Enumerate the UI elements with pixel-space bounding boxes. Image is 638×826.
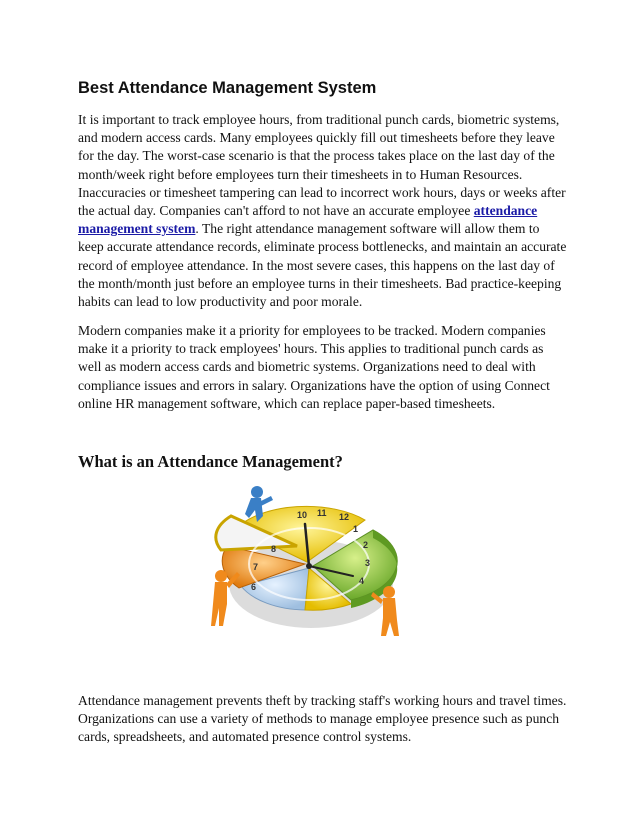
svg-text:4: 4 <box>359 576 365 586</box>
svg-text:6: 6 <box>251 582 257 592</box>
svg-text:8: 8 <box>271 544 277 554</box>
svg-text:10: 10 <box>297 510 308 520</box>
svg-text:3: 3 <box>365 558 371 568</box>
clock-pie-with-figures-icon <box>201 476 411 646</box>
svg-text:1: 1 <box>353 524 359 534</box>
intro-text-end: . The right attendance management software will allow them to keep accurate attendance records, eliminate process bottlenecks, and maintain an accurate record of employee attendance. In the most severe cases, this happens on the last day of the month/month just before an employee turns in their timesheets. Bad practice-keeping habits can lead to low productivity and poor morale. <box>78 221 567 310</box>
intro-text-start: It is important to track employee hours, from traditional punch cards, biometric systems, and modern access cards. Many employees quickly fill out timesheets before they leave for the day. The worst-case scenario is that the process takes place on the last day of the month/week right before employees turn their timesheets in to Human Resources. Inaccuracies or timesheet tampering can lead to incorrect work hours, days or weeks after the actual day. Companies can't afford to not have an accurate employee <box>78 112 566 219</box>
svg-text:11: 11 <box>317 508 327 518</box>
tracking-paragraph: Modern companies make it a priority for employees to be tracked. Modern companies make it a priority to track employees' hours. This applies to traditional punch cards as well as modern access cards and biometric systems. Organizations need to deal with compliance issues and errors in salary. Organizations have the option of using Connect online HR management software, which can replace paper-based timesheets. <box>78 323 550 411</box>
svg-text:2: 2 <box>363 540 369 550</box>
intro-paragraph <box>78 111 568 311</box>
section-heading: What is an Attendance Management? <box>78 452 343 471</box>
svg-text:12: 12 <box>339 512 350 522</box>
attendance-system-link[interactable]: attendance management system <box>78 203 538 237</box>
svg-text:7: 7 <box>253 562 259 572</box>
page-title: Best Attendance Management System <box>78 79 377 97</box>
closing-paragraph: Attendance management prevents theft by tracking staff's working hours and travel times. Organizations can use a variety of methods to manage employee presence such as punch cards, spreadsheets, and automated presence control systems. <box>78 693 567 745</box>
